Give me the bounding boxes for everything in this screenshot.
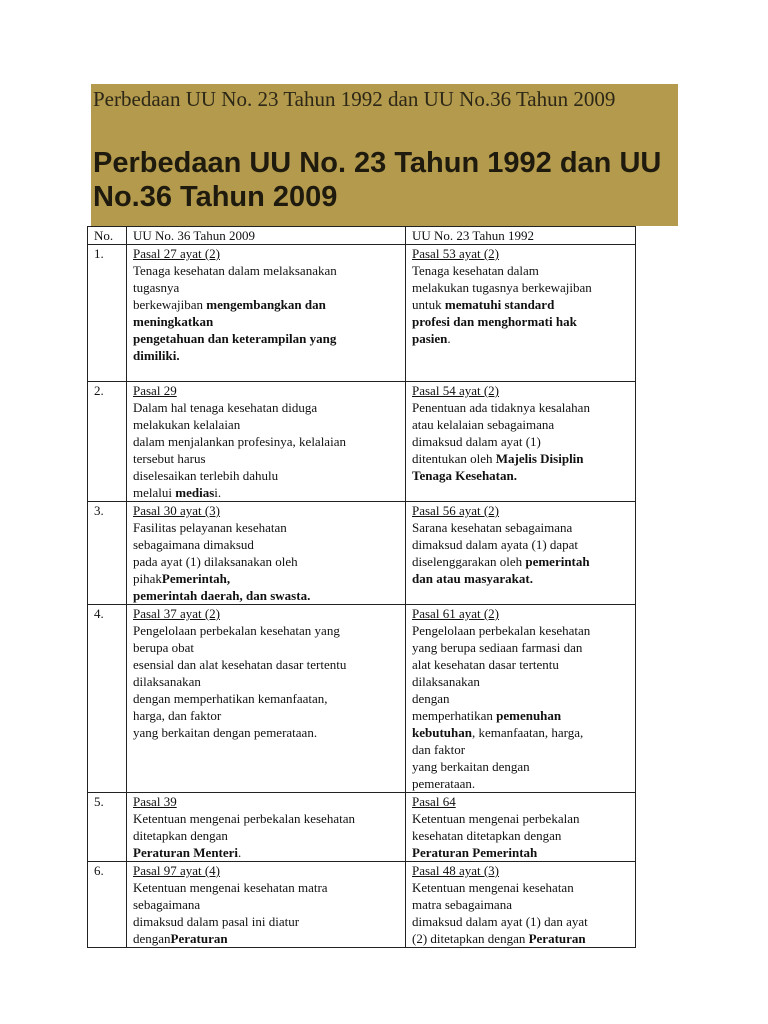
text-segment: dan faktor [412,742,466,757]
bold-text: pemerintah daerah, dan swasta. [133,588,311,603]
pasal-reference: Pasal 27 ayat (2) [133,246,221,261]
cell-text-line [412,639,629,656]
cell-text-line [133,827,399,844]
text-segment: yang berupa sediaan farmasi dan [412,640,583,655]
uu36-cell [127,793,406,862]
bold-text: pengetahuan dan keterampilan yang [133,331,337,346]
pasal-reference: Pasal 29 [133,383,177,398]
cell-text-line [133,570,399,587]
cell-text-line [133,433,399,450]
bold-text: meningkatkan [133,314,214,329]
text-segment: Ketentuan mengenai perbekalan [412,811,580,826]
cell-text-line [412,775,629,792]
table-row [88,862,636,948]
row-number: 5. [88,793,127,862]
bold-text: pemenuhan [496,708,562,723]
uu23-cell [406,793,636,862]
cell-text-line [412,536,629,553]
table-row [88,245,636,382]
text-segment: matra sebagaimana [412,897,512,912]
cell-text-line [412,827,629,844]
cell-text-line [133,450,399,467]
text-segment: Ketentuan mengenai kesehatan matra [133,880,328,895]
text-segment: Sarana kesehatan sebagaimana [412,520,573,535]
document-title-large: Perbedaan UU No. 23 Tahun 1992 dan UU No.36 Tahun 2009 [93,147,662,213]
pasal-reference: Pasal 61 ayat (2) [412,606,500,621]
text-segment: berkewajiban [133,297,207,312]
row-number: 3. [88,502,127,605]
cell-text-line [133,656,399,673]
cell-text-line [412,930,629,947]
text-segment: Ketentuan mengenai kesehatan [412,880,574,895]
table-row [88,605,636,793]
cell-text-line [412,707,629,724]
text-segment: dimaksud dalam ayat (1) [412,434,541,449]
text-segment: yang berkaitan dengan [412,759,530,774]
text-segment: pihak [133,571,162,586]
cell-text-line [412,296,629,313]
row-number: 1. [88,245,127,382]
table-row [88,793,636,862]
uu36-cell [127,382,406,502]
bold-text: Majelis Disiplin [495,451,584,466]
bold-text: pemerintah [525,554,590,569]
cell-text-line [133,810,399,827]
cell-text-line [412,519,629,536]
cell-text-line [133,879,399,896]
uu36-cell [127,245,406,382]
text-segment: alat kesehatan dasar tertentu [412,657,559,672]
cell-text-line [412,844,629,861]
cell-text-line [412,570,629,587]
bold-text: Peraturan [528,931,586,946]
cell-text-line [133,484,399,501]
cell-text-line [133,330,399,347]
bold-text: dimiliki. [133,348,180,363]
cell-text-line [412,656,629,673]
cell-text-line [412,262,629,279]
cell-text-line [412,879,629,896]
bold-text: Peraturan Pemerintah [412,845,538,860]
text-segment: dilaksanakan [412,674,480,689]
cell-text-line [412,467,629,484]
text-segment: ditetapkan dengan [133,828,228,843]
text-segment: diselenggarakan oleh [412,554,526,569]
pasal-reference: Pasal 53 ayat (2) [412,246,500,261]
cell-text-line [133,724,399,741]
pasal-reference: Pasal 48 ayat (3) [412,863,500,878]
uu23-cell [406,862,636,948]
text-segment: yang berkaitan dengan pemerataan. [133,725,318,740]
uu23-cell [406,502,636,605]
text-segment: dengan memperhatikan kemanfaatan, [133,691,328,706]
cell-text-line [412,279,629,296]
text-segment: diselesaikan terlebih dahulu [133,468,279,483]
text-segment: Fasilitas pelayanan kesehatan [133,520,287,535]
text-segment: Pengelolaan perbekalan kesehatan yang [133,623,340,638]
text-segment: pemerataan. [412,776,476,791]
text-segment: melakukan tugasnya berkewajiban [412,280,592,295]
row-number: 2. [88,382,127,502]
comparison-table [87,226,636,948]
text-segment: Ketentuan mengenai perbekalan kesehatan [133,811,355,826]
pasal-reference: Pasal 37 ayat (2) [133,606,221,621]
pasal-reference: Pasal 30 ayat (3) [133,503,221,518]
header-uu36: UU No. 36 Tahun 2009 [127,227,406,245]
cell-text-line [133,930,399,947]
cell-text-line [133,673,399,690]
text-segment: pada ayat (1) dilaksanakan oleh [133,554,298,569]
text-segment: dalam menjalankan profesinya, kelalaian [133,434,346,449]
cell-text-line [133,913,399,930]
text-segment: melalui [133,485,176,500]
cell-text-line [133,622,399,639]
cell-text-line [133,553,399,570]
bold-text: pasien [412,331,448,346]
cell-text-line [133,690,399,707]
cell-text-line [412,622,629,639]
row-number: 6. [88,862,127,948]
cell-text-line [412,810,629,827]
cell-text-line [412,896,629,913]
pasal-reference: Pasal 54 ayat (2) [412,383,500,398]
text-segment: Tenaga kesehatan dalam [412,263,539,278]
text-segment: atau kelalaian sebagaimana [412,417,555,432]
text-segment: sebagaimana dimaksud [133,537,254,552]
text-segment: dimaksud dalam ayat (1) dan ayat [412,914,588,929]
cell-text-line [412,690,629,707]
text-segment: dimaksud dalam pasal ini diatur [133,914,300,929]
text-segment: tugasnya [133,280,180,295]
bold-text: medias [175,485,215,500]
uu36-cell [127,502,406,605]
bold-text: profesi dan menghormati hak [412,314,577,329]
cell-text-line [412,758,629,775]
row-number: 4. [88,605,127,793]
bold-text: Peraturan [170,931,228,946]
uu36-cell [127,605,406,793]
text-segment: (2) ditetapkan dengan [412,931,529,946]
text-segment: ditentukan oleh [412,451,496,466]
cell-text-line [133,639,399,656]
document-title-small: Perbedaan UU No. 23 Tahun 1992 dan UU No.36 Tahun 2009 [93,87,616,111]
cell-text-line [412,450,629,467]
text-segment: . [238,845,242,860]
cell-text-line [133,279,399,296]
cell-text-line [412,741,629,758]
text-segment: . [447,331,451,346]
cell-text-line [412,724,629,741]
uu23-cell [406,245,636,382]
cell-text-line [133,296,399,313]
text-segment: berupa obat [133,640,195,655]
bold-text: Peraturan Menteri [133,845,239,860]
cell-text-line [133,347,399,364]
text-segment: harga, dan faktor [133,708,222,723]
pasal-reference: Pasal 64 [412,794,456,809]
bold-text: Tenaga Kesehatan. [412,468,517,483]
pasal-reference: Pasal 56 ayat (2) [412,503,500,518]
text-segment: dimaksud dalam ayata (1) dapat [412,537,579,552]
text-segment: kesehatan ditetapkan dengan [412,828,562,843]
table-row [88,502,636,605]
cell-text-line [133,519,399,536]
text-segment: dilaksanakan [133,674,201,689]
uu36-cell [127,862,406,948]
pasal-reference: Pasal 97 ayat (4) [133,863,221,878]
cell-text-line [133,536,399,553]
title-banner [91,84,678,226]
header-no: No. [88,227,127,245]
text-segment: esensial dan alat kesehatan dasar tertentu [133,657,347,672]
bold-text: mematuhi standard [444,297,555,312]
cell-text-line [133,416,399,433]
cell-text-line [133,313,399,330]
cell-text-line [133,707,399,724]
uu23-cell [406,382,636,502]
cell-text-line [412,913,629,930]
text-segment: dengan [133,931,171,946]
text-segment: , kemanfaatan, harga, [471,725,584,740]
bold-text: kebutuhan [412,725,472,740]
cell-text-line [412,330,629,347]
cell-text-line [133,262,399,279]
table-header-row [88,227,636,245]
cell-text-line [412,399,629,416]
text-segment: dengan [412,691,450,706]
text-segment: Dalam hal tenaga kesehatan diduga [133,400,318,415]
text-segment: Tenaga kesehatan dalam melaksanakan [133,263,337,278]
text-segment: tersebut harus [133,451,206,466]
bold-text: Pemerintah, [161,571,231,586]
cell-text-line [412,416,629,433]
uu23-cell [406,605,636,793]
cell-text-line [133,587,399,604]
bold-text: dan atau masyarakat. [412,571,533,586]
cell-text-line [133,896,399,913]
comparison-table-body [88,227,636,948]
text-segment: sebagaimana [133,897,201,912]
pasal-reference: Pasal 39 [133,794,177,809]
cell-text-line [412,673,629,690]
table-row [88,382,636,502]
cell-text-line [412,553,629,570]
cell-text-line [412,433,629,450]
text-segment: memperhatikan [412,708,497,723]
cell-text-line [133,467,399,484]
cell-text-line [133,399,399,416]
text-segment: Pengelolaan perbekalan kesehatan [412,623,591,638]
text-segment: melakukan kelalaian [133,417,241,432]
cell-text-line [412,313,629,330]
text-segment: i. [214,485,222,500]
bold-text: mengembangkan dan [206,297,326,312]
cell-text-line [133,844,399,861]
text-segment: Penentuan ada tidaknya kesalahan [412,400,590,415]
header-uu23: UU No. 23 Tahun 1992 [406,227,636,245]
text-segment: untuk [412,297,445,312]
